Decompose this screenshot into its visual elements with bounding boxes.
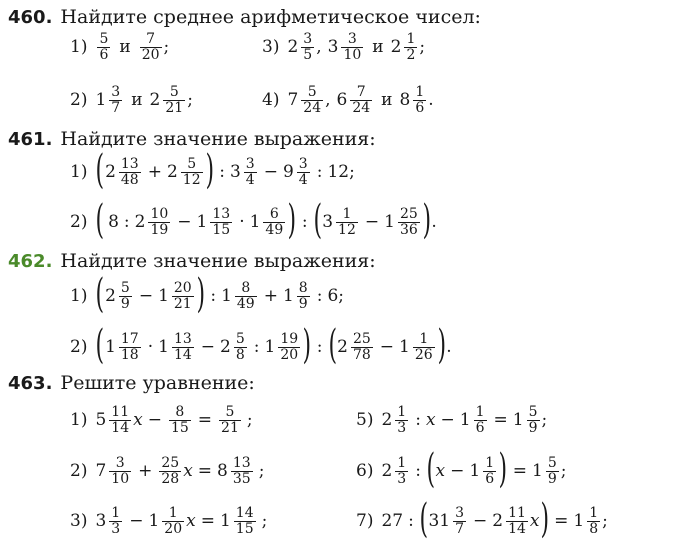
item-label: 1) [70, 162, 88, 182]
open-paren: ( [95, 322, 105, 368]
punct: . [428, 90, 434, 110]
close-paren: ) [287, 197, 297, 243]
mixed-number: 3 3 10 [327, 30, 362, 63]
mixed-number: 1 17 18 [105, 330, 139, 363]
problem-text: Найдите значение выражения: [60, 128, 376, 150]
item-463-6 [356, 446, 567, 492]
item-label: 5) [356, 410, 374, 430]
close-paren: ) [498, 446, 508, 492]
item-label: 2) [70, 461, 88, 481]
item-label: 6) [356, 461, 374, 481]
punct: ; [187, 90, 193, 110]
mixed-number: 2 5 8 [220, 330, 245, 363]
mixed-number: 3 1 3 [95, 504, 121, 537]
close-paren: ) [205, 147, 214, 193]
operator: − [263, 162, 278, 182]
item-label: 7) [356, 511, 374, 531]
item-462-2 [70, 322, 452, 368]
open-paren: ( [95, 197, 105, 243]
conjunction: и [372, 37, 384, 57]
number: 27 [381, 511, 404, 531]
punct: ; [246, 410, 253, 430]
operator: : [316, 286, 323, 306]
mixed-number: 1 6 49 [249, 205, 284, 238]
operator: − [473, 511, 488, 531]
open-paren: ( [419, 496, 428, 542]
item-463-3 [70, 501, 267, 541]
operator: − [138, 286, 154, 306]
operator: : [253, 337, 260, 357]
operator: + [138, 461, 153, 481]
operator: : [210, 286, 217, 306]
operator: : [415, 461, 421, 481]
mixed-number: 2 5 12 [166, 155, 201, 188]
variable-x: x [133, 410, 143, 430]
item-460-2 [70, 80, 193, 120]
variable-x: x [183, 461, 193, 481]
open-paren: ( [95, 271, 105, 317]
punct: ; [349, 162, 355, 182]
item-label: 2) [70, 212, 88, 232]
operator: − [450, 461, 465, 481]
problem-462-header [8, 250, 376, 273]
item-460-4 [262, 80, 434, 120]
operator: − [379, 337, 395, 357]
number: 6 [327, 286, 339, 306]
operator: · [147, 337, 154, 357]
mixed-number: 2 1 3 [381, 403, 407, 436]
mixed-number: 1 1 6 [459, 403, 485, 436]
open-paren: ( [426, 446, 436, 492]
mixed-number: 7 5 24 [287, 83, 322, 116]
operator: + [263, 286, 278, 306]
item-463-1 [70, 400, 253, 440]
operator: + [147, 162, 162, 182]
mixed-number: 2 25 78 [337, 330, 371, 363]
number: 12 [327, 162, 350, 182]
mixed-number: 1 13 14 [158, 330, 192, 363]
item-460-1 [70, 27, 169, 67]
conjunction: и [119, 37, 131, 57]
operator: = [197, 461, 213, 481]
operator: : [316, 337, 323, 357]
close-paren: ) [437, 322, 446, 368]
variable-x: x [186, 511, 196, 531]
problem-number: 461. [8, 129, 53, 150]
mixed-number: 31 3 7 [428, 504, 464, 537]
punct: ; [419, 37, 426, 57]
open-paren: ( [95, 147, 105, 193]
operator: = [493, 410, 508, 430]
operator: = [554, 511, 569, 531]
mixed-number: 1 5 9 [512, 403, 538, 436]
conjunction: и [381, 90, 393, 110]
item-label: 3) [70, 511, 88, 531]
mixed-number: 2 5 9 [105, 279, 130, 312]
mixed-number: 1 19 20 [264, 330, 299, 363]
close-paren: ) [540, 496, 549, 542]
problem-460-header [8, 6, 481, 29]
operator: − [129, 511, 144, 531]
operator: − [147, 410, 162, 430]
item-463-5 [356, 400, 547, 440]
mixed-number: 2 3 5 [287, 30, 313, 63]
operator: : [316, 162, 323, 182]
item-label: 2) [70, 90, 88, 110]
operator: = [197, 410, 213, 430]
operator: : [415, 410, 421, 430]
punct: . [446, 337, 452, 357]
mixed-number: 1 3 7 [95, 83, 121, 116]
item-label: 4) [262, 90, 280, 110]
mixed-number: 1 5 9 [532, 454, 557, 487]
open-paren: ( [313, 197, 322, 243]
fraction: 7 20 [141, 30, 160, 63]
item-463-7 [356, 496, 608, 542]
number: 8 [108, 212, 119, 232]
mixed-number: 2 11 14 [492, 504, 526, 537]
mixed-number: 6 7 24 [336, 83, 371, 116]
punct: , [325, 90, 331, 110]
fraction: $\frac{8}{15}$ [170, 403, 189, 436]
mixed-number: 1 1 20 [148, 504, 183, 537]
variable-x: x [435, 461, 446, 481]
operator: : [219, 162, 225, 182]
operator: − [440, 410, 455, 430]
mixed-number: 3 3 4 [229, 155, 255, 188]
conjunction: и [131, 90, 143, 110]
mixed-number: 2 1 3 [381, 454, 407, 487]
problem-text: Решите уравнение: [60, 372, 255, 394]
item-460-3 [262, 27, 425, 67]
punct: ; [602, 511, 608, 531]
item-461-1 [70, 147, 355, 193]
fraction: $\frac{25}{28}$ [161, 454, 180, 487]
operator: : [123, 212, 130, 232]
problem-number: 463. [8, 373, 53, 394]
item-label: 3) [262, 37, 280, 57]
item-label: 2) [70, 337, 88, 357]
mixed-number: 1 8 9 [282, 279, 308, 312]
variable-x: x [529, 511, 540, 531]
mixed-number: 2 1 2 [390, 30, 416, 63]
variable-x: x [425, 410, 436, 430]
punct: . [431, 212, 437, 232]
close-paren: ) [302, 322, 312, 368]
punct: ; [258, 461, 265, 481]
mixed-number: 1 25 36 [384, 205, 418, 238]
fraction: 5 6 [99, 30, 109, 63]
close-paren: ) [196, 271, 205, 317]
operator: = [512, 461, 527, 481]
operator: : [408, 511, 414, 531]
punct: ; [338, 286, 345, 306]
mixed-number: 1 20 21 [158, 279, 192, 312]
mixed-number: 1 1 8 [573, 504, 599, 537]
punct: ; [560, 461, 567, 481]
mixed-number: 2 5 21 [149, 83, 184, 116]
item-463-2 [70, 451, 264, 491]
problem-461-header [8, 128, 376, 151]
problem-text: Найдите среднее арифметическое чисел: [60, 6, 481, 28]
mixed-number: 3 1 12 [322, 205, 356, 238]
item-label: 1) [70, 37, 88, 57]
item-461-2 [70, 197, 437, 243]
mixed-number: 7 3 10 [95, 454, 130, 487]
punct: ; [541, 410, 548, 430]
mixed-number: 1 14 15 [219, 504, 254, 537]
mixed-number: 1 1 26 [399, 330, 433, 363]
mixed-number: 9 3 4 [282, 155, 308, 188]
operator: − [364, 212, 380, 232]
operator: − [177, 212, 192, 232]
mixed-number: 8 1 6 [399, 83, 425, 116]
operator: : [301, 212, 308, 232]
fraction: $\frac{5}{21}$ [221, 403, 239, 436]
mixed-number: 2 13 48 [105, 155, 139, 188]
open-paren: ( [328, 322, 337, 368]
item-462-1 [70, 271, 345, 317]
problem-number: 460. [8, 7, 53, 28]
mixed-number: 1 1 6 [469, 454, 495, 487]
problem-463-header [8, 372, 255, 395]
mixed-number: 1 13 15 [196, 205, 231, 238]
mixed-number: 2 10 19 [134, 205, 169, 238]
close-paren: ) [422, 197, 431, 243]
operator: · [239, 212, 245, 232]
operator: = [200, 511, 215, 531]
mixed-number: 5 11 14 [95, 403, 130, 436]
punct: ; [261, 511, 268, 531]
punct: , [316, 37, 322, 57]
mixed-number: 8 13 35 [217, 454, 251, 487]
mixed-number: 1 8 49 [221, 279, 255, 312]
item-label: 1) [70, 286, 88, 306]
problem-text: Найдите значение выражения: [60, 250, 376, 272]
operator: − [200, 337, 216, 357]
problem-number: 462. [8, 251, 53, 272]
item-label: 1) [70, 410, 88, 430]
punct: ; [163, 37, 170, 57]
